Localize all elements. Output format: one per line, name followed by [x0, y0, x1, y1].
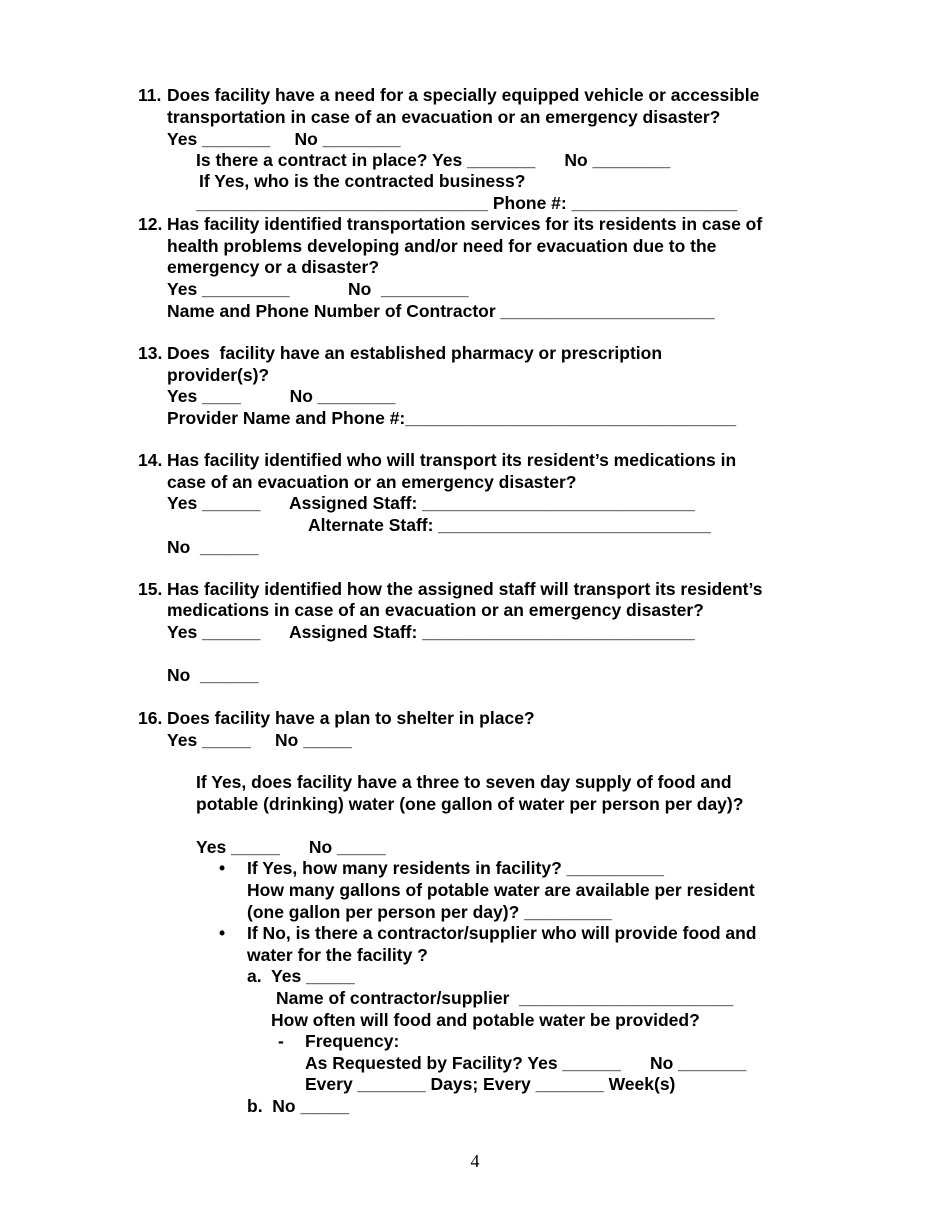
- q14-text-line-2: case of an evacuation or an emergency disaster?: [167, 472, 577, 492]
- q16-as-requested-line: As Requested by Facility? Yes ______ No _______: [305, 1053, 747, 1073]
- q11-text-line-1: Does facility have a need for a specially equipped vehicle or accessible: [167, 85, 760, 105]
- q16-gallons-answer-line: (one gallon per person per day)? _________: [247, 902, 612, 922]
- q11-text-line-2: transportation in case of an evacuation or an emergency disaster?: [167, 107, 721, 127]
- q16-contractor-question-line-1: If No, is there a contractor/supplier who will provide food and: [247, 923, 757, 943]
- q16-every-days-weeks-line: Every _______ Days; Every _______ Week(s): [305, 1074, 676, 1094]
- q16-text-line-1: Does facility have a plan to shelter in place?: [167, 708, 535, 728]
- q16-supply-question-line-2: potable (drinking) water (one gallon of water per person per day)?: [196, 794, 744, 814]
- q15-number: 15.: [138, 579, 163, 599]
- q16-supply-yes-no: Yes _____ No _____: [196, 837, 386, 857]
- q15-text-line-2: medications in case of an evacuation or an emergency disaster?: [167, 600, 704, 620]
- q14-number: 14.: [138, 450, 163, 470]
- q16-contractor-name-line: Name of contractor/supplier ______________________: [276, 988, 734, 1008]
- q15-yes-assigned-staff: Yes ______ Assigned Staff: ____________________________: [167, 622, 695, 642]
- q16-option-b-no: b. No _____: [247, 1096, 350, 1116]
- q12-text-line-2: health problems developing and/or need for evacuation due to the: [167, 236, 717, 256]
- page-number: 4: [470, 1151, 480, 1171]
- q16-supply-question-line-1: If Yes, does facility have a three to seven day supply of food and: [196, 772, 732, 792]
- q12-text-line-3: emergency or a disaster?: [167, 257, 380, 277]
- q16-bullet-1-icon: •: [219, 858, 226, 878]
- q13-yes-no: Yes ____ No ________: [167, 386, 396, 406]
- q11-contracted-business-question: If Yes, who is the contracted business?: [199, 171, 526, 191]
- q16-contractor-question-line-2: water for the facility ?: [247, 945, 428, 965]
- q16-how-often-question: How often will food and potable water be provided?: [271, 1010, 700, 1030]
- q14-text-line-1: Has facility identified who will transport its resident’s medications in: [167, 450, 737, 470]
- q16-option-a-yes: a. Yes _____: [247, 966, 355, 986]
- q13-text-line-1: Does facility have an established pharmacy or prescription: [167, 343, 663, 363]
- q11-contract-question: Is there a contract in place? Yes _______ No ________: [196, 150, 671, 170]
- q16-number: 16.: [138, 708, 163, 728]
- q12-contractor-line: Name and Phone Number of Contractor ______________________: [167, 301, 715, 321]
- q14-no: No ______: [167, 537, 259, 557]
- q11-number: 11.: [138, 85, 162, 105]
- q16-gallons-question: How many gallons of potable water are available per resident: [247, 880, 755, 900]
- q13-text-line-2: provider(s)?: [167, 365, 270, 385]
- q16-frequency-label: Frequency:: [305, 1031, 400, 1051]
- q16-dash-icon: -: [278, 1031, 284, 1051]
- q11-yes-no: Yes _______ No ________: [167, 129, 401, 149]
- q15-text-line-1: Has facility identified how the assigned staff will transport its resident’s: [167, 579, 763, 599]
- q12-text-line-1: Has facility identified transportation services for its residents in case of: [167, 214, 763, 234]
- q15-no: No ______: [167, 665, 259, 685]
- q12-number: 12.: [138, 214, 163, 234]
- q16-bullet-2-icon: •: [219, 923, 226, 943]
- q14-alternate-staff: Alternate Staff: ____________________________: [308, 515, 711, 535]
- q14-yes-assigned-staff: Yes ______ Assigned Staff: ____________________________: [167, 493, 695, 513]
- q11-business-phone-line: ______________________________ Phone #: _________________: [196, 193, 738, 213]
- q13-provider-line: Provider Name and Phone #:__________________________________: [167, 408, 737, 428]
- q12-yes-no: Yes _________ No _________: [167, 279, 469, 299]
- q13-number: 13.: [138, 343, 163, 363]
- q16-yes-no: Yes _____ No _____: [167, 730, 352, 750]
- q16-residents-question: If Yes, how many residents in facility? __________: [247, 858, 664, 878]
